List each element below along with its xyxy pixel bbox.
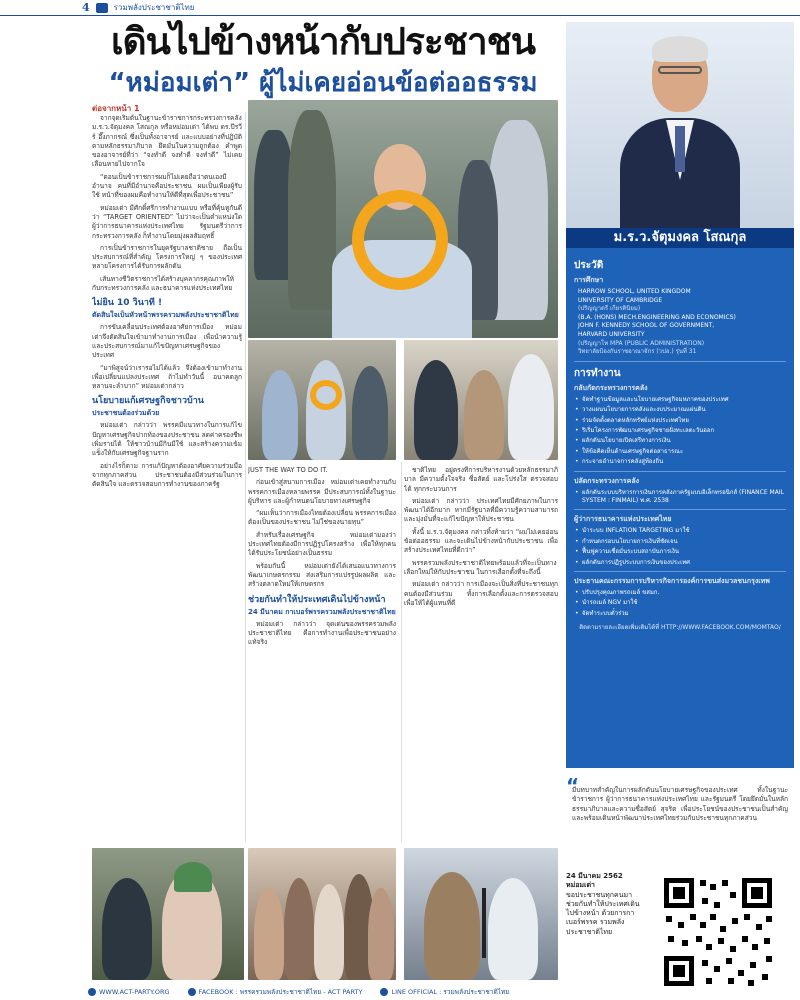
divider [574, 509, 786, 510]
globe-icon [88, 988, 96, 996]
work-list [574, 527, 786, 567]
paragraph: JUST THE WAY TO DO IT. [248, 466, 328, 474]
page-header [0, 0, 800, 16]
paragraph: “ผมเห็นว่าการเมืองไทยต้องเปลี่ยน พรรคการเมืองต้องเป็นของประชาชน ไม่ใช่ของนายทุน” [248, 509, 396, 527]
list-item: • วางแผนนโยบายการคลังและงบประมาณแผ่นดิน [574, 406, 786, 414]
footer-line[interactable] [380, 987, 509, 997]
quote-mark-icon: “ [566, 774, 580, 798]
list-item: • จัดทำฐานข้อมูลและนโยบายเศรษฐกิจมหภาคของประเทศ [574, 396, 786, 404]
education-item: JOHN F. KENNEDY SCHOOL OF GOVERNMENT, [578, 322, 715, 330]
paragraph: ก่อนเข้าสู่สนามการเมือง หม่อมเต่าเคยทำงานกับพรรคการเมืองหลายพรรค มีประสบการณ์ทั้งในฐานะผู้บริหาร และผู้กำหนดนโยบายทางเศรษฐกิจ [248, 478, 396, 505]
page-footer [88, 984, 800, 1000]
crowd-photo [248, 848, 396, 980]
caption-date: 24 มีนาคม 2562 หม่อมเต่า [566, 872, 623, 890]
closing-caption [566, 872, 642, 937]
divider [574, 361, 786, 362]
list-item: • ร่วมจัดตั้งตลาดหลักทรัพย์แห่งประเทศไทย [574, 417, 786, 425]
footer-facebook-label: FACEBOOK : พรรครวมพลังประชาชาติไทย - ACT PARTY [198, 988, 363, 996]
work-subtitle: ประธานคณะกรรมการบริหารกิจการองค์การขนส่งมวลชนกรุงเทพ [574, 577, 770, 586]
education-list [574, 288, 786, 357]
list-item: • นำรถเมล์ NGV มาใช้ [574, 599, 786, 607]
paragraph: “มาพิสูจน์ว่าเรารอไม่ได้แล้ว จึงต้องเข้ามาทำงานเพื่อเปลี่ยนแปลงประเทศ ถ้าไม่ทำวันนี้ อนาคตลูกหลานจะลำบาก” หม่อมเต่ากล่าว [92, 363, 242, 391]
facebook-icon [188, 988, 196, 996]
list-item: • ปรับปรุงคุณภาพรถเมล์ ขสมก. [574, 589, 786, 597]
divider [574, 471, 786, 472]
headline-main: เดินไปข้างหน้ากับประชาชน [110, 20, 536, 63]
line-icon [380, 988, 388, 996]
paragraph: จากจุดเริ่มต้นในฐานะข้าราชการกระทรวงการคลัง ม.ร.ว.จัตุมงคล โสณกุล หรือหม่อมเต่า ได้พบ ดร.ปีรวีร์ อึ๊งภากรณ์ ซึ่งเป็นทั้งอาจารย์ และแบบอย่างที่ปฏิบัติตามหลักธรรมาภิบาล ยึดมั่นในความถูกต้อง คำพูดของอาจารย์ที่ว่า “จงทำดี จงทำดี จงทำดี” ไม่เคยเลือนหายไปจากใจ [92, 114, 242, 169]
work-list [574, 396, 786, 467]
bio-title: ประวัติ [574, 260, 604, 271]
article-column-1 [92, 114, 242, 844]
education-item: (ปริญญาตรี เกียรตินิยม) [578, 305, 641, 313]
work-subtitle: ปลัดกระทรวงการคลัง [574, 476, 640, 485]
bio-sidebar [566, 248, 794, 768]
paragraph: หม่อมเต่า กล่าวว่า พรรคมีแนวทางในการแก้ไขปัญหาเศรษฐกิจปากท้องของประชาชน ลดค่าครองชีพ เพิ่มรายได้ ให้ชาวบ้านมีกินมีใช้ และสร้างความเข้มแข็งให้กับเศรษฐกิจฐานราก [92, 421, 242, 458]
article-column-3 [404, 466, 558, 844]
paragraph: อย่างไรก็ตาม การแก้ปัญหาต้องอาศัยความร่วมมือจากทุกภาคส่วน ประชาชนต้องมีส่วนร่วมในการตัดสินใจ และตรวจสอบการทำงานของภาครัฐ [92, 461, 242, 489]
paragraph: “ตอนเป็นข้าราชการผมก็ไม่เคยถือว่าตนเองมีอำนาจ คนที่มีอำนาจคือประชาชน ผมเป็นเพียงผู้รับใช้ หน้าที่ของผมคือทำงานให้ดีที่สุดเพื่อประชาชน” [92, 172, 242, 200]
paragraph: พร้อมกันนี้ หม่อมเต่ายังได้เสนอแนวทางการพัฒนาเกษตรกรรม ส่งเสริมการแปรรูปผลผลิต และสร้างตลาดใหม่ให้เกษตรกร [248, 561, 396, 589]
section-heading: ช่วยกันทำให้ประเทศเดินไปข้างหน้า [248, 594, 386, 605]
campaign-photo-1 [248, 340, 396, 460]
education-item: วิทยาลัยป้องกันราชอาณาจักร (วปอ.) รุ่นที่ 31 [578, 348, 697, 356]
pull-quote: มีบทบาทสำคัญในการผลักดันนโยบายเศรษฐกิจของประเทศ ทั้งในฐานะข้าราชการ ผู้ว่าการธนาคารแห่งประเทศไทย และรัฐมนตรี โดยยึดมั่นในหลักธรรมาภิบาลและความซื่อสัตย์ สุจริต เพื่อประโยชน์ของประชาชนเป็นสำคัญ และพร้อมเดินหน้าพัฒนาประเทศไทยร่วมกับประชาชนทุกภาคส่วน [572, 786, 788, 823]
sidebar-footnote: ติดตามรายละเอียดเพิ่มเติมได้ที่ HTTP://WWW.FACEBOOK.COM/MOMTAO/ [579, 624, 781, 632]
campaign-photo-2 [404, 340, 558, 460]
footer-website-label: WWW.ACT-PARTY.ORG [99, 988, 170, 996]
column-divider [401, 462, 402, 842]
paragraph: สำหรับเรื่องเศรษฐกิจ หม่อมเต่ามองว่าประเทศไทยต้องมีการปฏิรูปโครงสร้าง เพื่อให้ทุกคนได้รับประโยชน์อย่างเป็นธรรม [248, 530, 396, 558]
section-subheading: 24 มีนาคม กาเบอร์พรรครวมพลังประชาชาติไทย [248, 607, 396, 616]
paragraph: การขับเคลื่อนประเทศต้องอาศัยการเมือง หม่อมเต่าจึงตัดสินใจเข้ามาทำงานการเมือง เพื่อนำความรู้และประสบการณ์มาแก้ไขปัญหาเศรษฐกิจของประเทศ [92, 323, 242, 360]
paragraph: พรรครวมพลังประชาชาติไทยพร้อมแล้วที่จะเป็นทางเลือกใหม่ให้กับประชาชน ในการเลือกตั้งที่จะถึงนี้ [404, 558, 557, 576]
education-item: UNIVERSITY OF CAMBRIDGE [578, 296, 663, 304]
list-item: • ริเริ่มโครงการพัฒนาเศรษฐกิจชายฝั่งทะเลตะวันออก [574, 427, 786, 435]
footer-website[interactable] [88, 988, 170, 996]
work-list [574, 589, 786, 618]
party-logo-icon [96, 3, 108, 13]
list-item: • นำระบบ INFLATION TARGETING มาใช้ [574, 527, 786, 535]
paragraph: หม่อมเต่า กล่าวว่า การเมืองจะเป็นสิ่งที่ประชาชนทุกคนต้องมีส่วนร่วม ทั้งการเลือกตั้งและการตรวจสอบ เพื่อให้ได้ผู้แทนที่ดี [404, 580, 558, 607]
work-subtitle: กลับกัดกระทรวงการคลัง [574, 383, 648, 392]
list-item: • ผลักดันนโยบายเปิดเสรีทางการเงิน [574, 437, 786, 445]
paragraph: หม่อมเต่า มีศักดิ์ศรีการทำงานแบบ หรือที่คุ้นหูกันดีว่า “TARGET ORIENTED” ไม่ว่าจะเป็นตำแหน่งใด ผู้ว่าการธนาคารแห่งประเทศไทย รัฐมนตรีว่าการกระทรวงการคลัง ก็ทำงานโดยมุ่งผลสัมฤทธิ์ [92, 203, 242, 240]
footer-line-label: LINE OFFICIAL : รวมพลังประชาชาติไทย [391, 988, 510, 996]
education-item: (B.A. (HONS) MECH.ENGINEERING AND ECONOMICS) [578, 313, 736, 321]
rally-photo [248, 100, 558, 338]
section-heading: นโยบายแก้เศรษฐกิจชาวบ้าน [92, 396, 204, 407]
paragraph: ชาติไทย อยู่ตรงที่การบริหารงานด้วยหลักธรรมาภิบาล มีความตั้งใจจริง ซื่อสัตย์ และโปร่งใส ตรวจสอบได้ ทุกกระบวนการ [404, 466, 558, 493]
work-list [574, 489, 786, 506]
headline-sub: “หม่อมเต่า” ผู้ไม่เคยอ่อนข้อต่ออธรรม [108, 68, 538, 98]
list-item: • ผลักดันระบบบริหารการเงินการคลังภาครัฐแบบอิเล็กทรอนิกส์ (FINANCE MAIL SYSTEM : FINMAIL) พ.ศ. 2538 [574, 489, 786, 506]
section-subheading: ตัดสินใจเป็นหัวหน้าพรรครวมพลังประชาชาติไทย [92, 311, 239, 320]
footer-facebook[interactable] [188, 987, 363, 997]
continue-tag: ต่อจากหน้า 1 [92, 104, 140, 113]
article-column-2 [248, 466, 396, 844]
portrait-photo [566, 22, 794, 228]
section-heading: ไม่ยิน 10 วินาที ! [92, 298, 163, 309]
paragraph: หม่อมเต่า กล่าวว่า จุดเด่นของพรรครวมพลังประชาชาติไทย คือการทำงานเพื่อประชาชนอย่างแท้จริง [248, 619, 396, 647]
column-divider [245, 112, 246, 842]
paragraph: การเป็นข้าราชการในยุครัฐบาลชาติชาย ถือเป็นประสบการณ์ที่สำคัญ โครงการใหญ่ ๆ ของประเทศหลายโครงการได้รับการผลักดัน [92, 243, 242, 271]
education-item: HARVARD UNIVERSITY [578, 330, 645, 338]
qr-code-icon [648, 874, 788, 992]
list-item: • ให้ข้อคิดเห็นด้านเศรษฐกิจต่อสาธารณะ [574, 448, 786, 456]
paragraph: เส้นทางชีวิตราชการได้สร้างบุคลากรคุณภาพให้กับกระทรวงการคลัง และธนาคารแห่งประเทศไทย [92, 274, 234, 293]
work-subtitle: ผู้ว่าการธนาคารแห่งประเทศไทย [574, 515, 672, 524]
list-item: • กำหนดกรอบนโยบายการเงินที่ชัดเจน [574, 538, 786, 546]
list-item: • จัดทำระบบตั๋วร่วม [574, 610, 786, 618]
meeting-photo [404, 848, 558, 980]
qr-code[interactable] [648, 874, 788, 994]
portrait-name: ม.ร.ว.จัตุมงคล โสณกุล [566, 228, 794, 248]
section-subheading: ประชาชนต้องร่วมด้วย [92, 409, 160, 418]
work-title: การทำงาน [574, 367, 621, 379]
community-photo-1 [92, 848, 244, 980]
education-title: การศึกษา [574, 276, 604, 284]
education-item: (ปริญญาโท MPA (PUBLIC ADMINISTRATION) [578, 339, 705, 347]
education-item: HARROW SCHOOL, UNITED KINGDOM [578, 288, 691, 295]
list-item: • ฟื้นฟูความเชื่อมั่นระบบสถาบันการเงิน [574, 548, 786, 556]
list-item: • กระจายอำนาจการคลังสู่ท้องถิ่น [574, 458, 786, 466]
caption-text: ขอประชาชนทุกคนมาช่วยกันทำให้ประเทศเดินไปข้างหน้า ด้วยการกาเบอร์พรรค รวมพลังประชาชาติไทย [566, 890, 640, 936]
page-number: 4 [82, 1, 90, 14]
paragraph: ทั้งนี้ ม.ร.ว.จัตุมงคล กล่าวทิ้งท้ายว่า “ผมไม่เคยอ่อนข้อต่ออธรรม และจะเดินไปข้างหน้ากับประชาชน เพื่อสร้างประเทศไทยที่ดีกว่า” [404, 527, 558, 555]
divider [574, 571, 786, 572]
list-item: • ผลักดันการปฏิรูประบบการเงินของประเทศ [574, 559, 786, 567]
paragraph: หม่อมเต่า กล่าวว่า ประเทศไทยมีศักยภาพในการพัฒนาได้อีกมาก หากมีรัฐบาลที่มีความรู้ความสามารถ และมุ่งมั่นที่จะแก้ไขปัญหาให้ประชาชน [404, 496, 558, 524]
paper-name: รวมพลังประชาชาติไทย [113, 3, 195, 12]
